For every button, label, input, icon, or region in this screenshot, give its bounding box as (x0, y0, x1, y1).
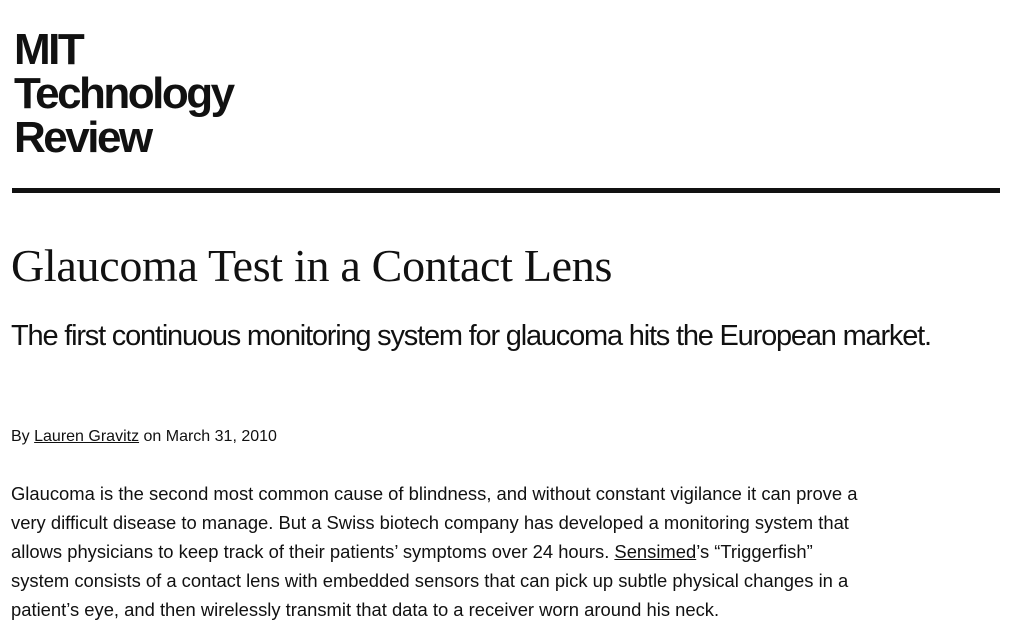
sensimed-link[interactable]: Sensimed (614, 541, 697, 562)
logo-line-technology: Technology (14, 69, 233, 118)
logo-line-mit: MIT (14, 25, 83, 74)
byline (11, 426, 277, 448)
body-line: Glaucoma is the second most common cause of blindness, and without constant vigilance it can prove a (11, 483, 858, 504)
body-line: very difficult disease to manage. But a Swiss biotech company has developed a monitoring system that (11, 512, 849, 533)
header-divider (12, 188, 1000, 193)
article-body-paragraph (11, 479, 1009, 620)
article-headline: Glaucoma Test in a Contact Lens (11, 240, 613, 291)
logo-line-review: Review (14, 113, 151, 162)
body-line-with-link (11, 537, 1009, 566)
body-line: patient’s eye, and then wirelessly transmit that data to a receiver worn around his neck. (11, 599, 720, 620)
byline-prefix: By (11, 428, 35, 445)
byline-date-prefix: on (139, 428, 166, 445)
body-text: ’s “Triggerfish” (696, 541, 813, 562)
article-subheadline: The first continuous monitoring system for glaucoma hits the European market. (11, 320, 931, 352)
author-link[interactable]: Lauren Gravitz (34, 428, 140, 445)
body-line: system consists of a contact lens with embedded sensors that can pick up subtle physical changes in a (11, 570, 849, 591)
body-text: allows physicians to keep track of their patients’ symptoms over 24 hours. (11, 541, 615, 562)
site-logo[interactable] (14, 25, 314, 162)
publish-date: March 31, 2010 (165, 428, 277, 445)
